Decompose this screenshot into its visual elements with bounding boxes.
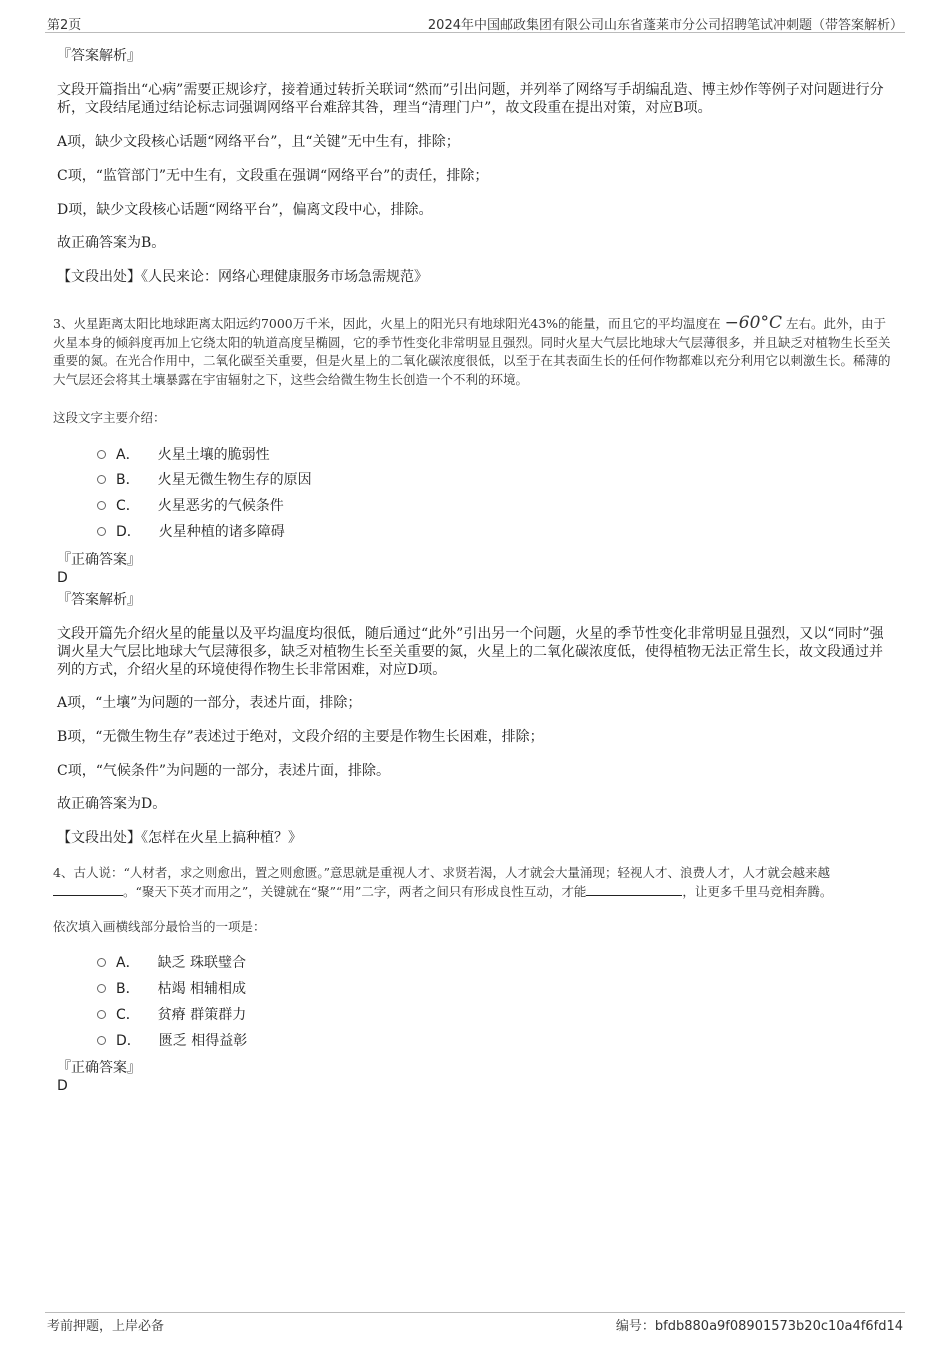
q4-stem-text-1: 4、古人说：“人材者，求之则愈出，置之则愈匮。”意思就是重视人才、求贤若渴，人才就会大量涌现；轻视人才、浪费人才，人才就会越来越: [53, 865, 830, 880]
document-id: 编号：bfdb880a9f08901573b20c10a4f6fd14: [615, 1319, 903, 1334]
option-letter: D．: [116, 524, 141, 540]
option-text: 缺乏 珠联璧合: [157, 955, 247, 971]
q3-option-d[interactable]: [97, 523, 285, 541]
option-letter: B．: [116, 472, 140, 488]
q2-analysis-option-a: A项，缺少文段核心话题“网络平台”，且“关键”无中生有，排除；: [57, 134, 460, 150]
radio-icon[interactable]: [97, 984, 106, 993]
q4-option-a[interactable]: [97, 954, 246, 972]
q2-analysis-option-d: D项，缺少文段核心话题“网络平台”，偏离文段中心，排除。: [57, 202, 433, 218]
temperature-value: −60°C: [724, 313, 782, 333]
q2-analysis-paragraph: 文段开篇指出“心病”需要正规诊疗，接着通过转折关联词“然而”引出问题，并列举了网络写手胡编乱造、博主炒作等例子对问题进行分析，文段结尾通过结论标志词强调网络平台难辞其咎，理当“清理门户”，故文段重在提出对策，对应B项。: [57, 82, 884, 116]
page-number: 第2页: [47, 18, 82, 33]
q4-answer: D: [57, 1078, 68, 1094]
q4-stem-text-3: ，让更多千里马竞相奔腾。: [682, 883, 833, 899]
q3-conclusion: 故正确答案为D。: [57, 796, 167, 812]
q3-stem: [53, 314, 893, 389]
q4-stem: [53, 864, 893, 901]
q3-option-a[interactable]: [97, 446, 270, 464]
option-text: 贫瘠 群策群力: [157, 1007, 247, 1023]
q3-analysis-paragraph: 文段开篇先介绍火星的能量以及平均温度均很低，随后通过“此外”引出另一个问题，火星的季节性变化非常明显且强烈，又以“同时”强调火星大气层比地球大气层薄很多，缺乏对植物生长至关重要的氮，火星上的二氧化碳浓度低，使得植物无法正常生长，故文段通过并列的方式，介绍火星的环境使得作物生长非常困难，对应D项。: [57, 626, 884, 678]
option-letter: B．: [116, 981, 140, 997]
option-letter: A．: [116, 447, 140, 463]
radio-icon[interactable]: [97, 475, 106, 484]
option-letter: C．: [116, 1007, 140, 1023]
q2-source: 【文段出处】《人民来论：网络心理健康服务市场急需规范》: [57, 269, 428, 285]
q3-answer-label: 『正确答案』: [57, 552, 141, 568]
q3-analysis-option-c: C项，“气候条件”为问题的一部分，表述片面，排除。: [57, 763, 391, 779]
radio-icon[interactable]: [97, 1036, 106, 1045]
footer-slogan: 考前押题，上岸必备: [47, 1319, 165, 1334]
option-text: 火星土壤的脆弱性: [157, 447, 270, 463]
q4-prompt: 依次填入画横线部分最恰当的一项是：: [53, 919, 266, 934]
q4-option-b[interactable]: [97, 980, 246, 998]
document-title: 2024年中国邮政集团有限公司山东省蓬莱市分公司招聘笔试冲刺题（带答案解析）: [427, 18, 903, 33]
q3-analysis-label: 『答案解析』: [57, 592, 141, 608]
q3-answer: D: [57, 570, 68, 586]
radio-icon[interactable]: [97, 501, 106, 510]
radio-icon[interactable]: [97, 958, 106, 967]
radio-icon[interactable]: [97, 1010, 106, 1019]
fill-blank-1[interactable]: [53, 883, 123, 896]
q4-option-c[interactable]: [97, 1006, 246, 1024]
q2-analysis-label: 『答案解析』: [57, 48, 141, 64]
q3-prompt: 这段文字主要介绍：: [53, 410, 166, 425]
q3-source: 【文段出处】《怎样在火星上搞种植？》: [57, 830, 302, 846]
option-text: 火星种植的诸多障碍: [158, 524, 285, 540]
radio-icon[interactable]: [97, 527, 106, 536]
option-text: 枯竭 相辅相成: [157, 981, 247, 997]
q3-analysis-option-a: A项，“土壤”为问题的一部分，表述片面，排除；: [57, 695, 362, 711]
radio-icon[interactable]: [97, 450, 106, 459]
fill-blank-2[interactable]: [586, 883, 682, 896]
q3-stem-text-2: 左右。此外，由于火星本身的倾斜度再加上它绕太阳的轨道高度呈椭圆，它的季节性变化非常明显且强烈。同时火星大气层比地球大气层薄很多，并且缺乏对植物生长至关重要的氮。在光合作用中，二氧化碳至关重要，但是火星上的二氧化碳浓度很低，以至于在其表面生长的任何作物都难以充分利用它以刺激生长。稀薄的大气层还会将其土壤暴露在宇宙辐射之下，这些会给微生物生长创造一个不利的环境。: [53, 316, 891, 387]
q3-analysis-option-b: B项，“无微生物生存”表述过于绝对，文段介绍的主要是作物生长困难，排除；: [57, 729, 544, 745]
q3-stem-text-1: 3、火星距离太阳比地球距离太阳远约7000万千米，因此，火星上的阳光只有地球阳光43%的能量，而且它的平均温度在: [53, 316, 721, 331]
option-letter: C．: [116, 498, 140, 514]
q3-option-b[interactable]: [97, 471, 312, 489]
option-letter: A．: [116, 955, 140, 971]
option-text: 火星恶劣的气候条件: [157, 498, 284, 514]
option-letter: D．: [116, 1033, 141, 1049]
q2-conclusion: 故正确答案为B。: [57, 235, 166, 251]
page-footer: [45, 1312, 905, 1333]
q4-answer-label: 『正确答案』: [57, 1060, 141, 1076]
option-text: 匮乏 相得益彰: [158, 1033, 248, 1049]
page-header: [45, 14, 905, 33]
q4-stem-text-2: 。“聚天下英才而用之”，关键就在“聚”“用”二字，两者之间只有形成良性互动，才能: [123, 883, 587, 899]
q4-option-d[interactable]: [97, 1032, 247, 1050]
q3-option-c[interactable]: [97, 497, 284, 515]
option-text: 火星无微生物生存的原因: [157, 472, 312, 488]
q2-analysis-option-c: C项，“监管部门”无中生有，文段重在强调“网络平台”的责任，排除；: [57, 168, 489, 184]
